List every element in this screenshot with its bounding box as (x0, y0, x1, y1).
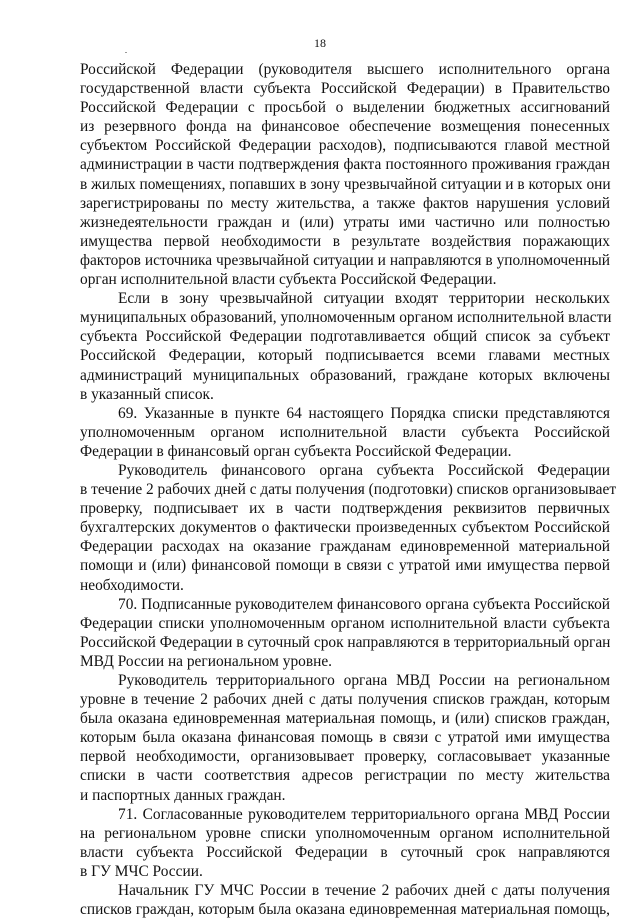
text-line: Федерации списки уполномоченным органом исполнительной власти субъекта (80, 614, 610, 632)
text-line: Если в зону чрезвычайной ситуации входят территории нескольких (118, 290, 610, 308)
text-line: муниципальных образований, уполномоченным органом исполнительной власти (80, 309, 612, 327)
text-line: администраций муниципальных образований, граждане которых включены (80, 366, 610, 384)
text-line: жизнедеятельности граждан и (или) утраты ими частично или полностью (80, 213, 610, 231)
scan-artifact (125, 52, 127, 53)
paragraph (80, 881, 610, 919)
text-line: в ГУ МЧС России. (80, 862, 203, 880)
text-line: в указанный список. (80, 385, 214, 403)
text-line: Российской Федерации (руководителя высшего исполнительного органа (80, 61, 610, 78)
text-line: Российской Федерации с просьбой о выделении бюджетных ассигнований (80, 99, 610, 117)
text-line: бухгалтерских документов о фактически произведенных субъектом Российской (80, 519, 610, 537)
page-number: 18 (314, 36, 326, 50)
text-line: была оказана единовременная материальная помощь, и (или) списков граждан, (80, 710, 610, 728)
text-line: уровне в течение 2 рабочих дней с даты получения списков граждан, которым (80, 691, 610, 709)
text-line: субъектом Российской Федерации расходов), подписываются главой местной (80, 137, 610, 155)
paragraph (80, 404, 610, 461)
document-body (80, 60, 617, 919)
paragraph (80, 671, 610, 805)
text-line: государственной власти субъекта Российской Федерации) в Правительство (80, 80, 610, 98)
text-line: которым была оказана финансовая помощь в связи с утратой ими имущества (80, 729, 610, 747)
text-line: зарегистрированы по месту жительства, а также фактов нарушения условий (80, 194, 610, 212)
text-line: власти субъекта Российской Федерации в суточный срок направляются (80, 843, 610, 861)
text-line: Федерации расходах на оказание гражданам единовременной материальной (80, 538, 610, 556)
text-line: необходимости. (80, 576, 184, 594)
text-line: 71. Согласованные руководителем территориального органа МВД России (118, 805, 610, 823)
text-line: Руководитель территориального органа МВД России на региональном (118, 672, 610, 689)
text-line: в течение 2 рабочих дней с даты получения (подготовки) списков организовывает (80, 481, 617, 499)
paragraph (80, 461, 617, 595)
text-line: Руководитель финансового органа субъекта Российской Федерации (118, 461, 610, 479)
text-line: проверку, подписывает их в части подтверждения реквизитов первичных (80, 500, 610, 518)
text-line: в жилых помещениях, попавших в зону чрезвычайной ситуации и в которых они (80, 175, 611, 193)
text-line: списки в части соответствия адресов регистрации по месту жительства (80, 767, 610, 785)
text-line: администрации в части подтверждения факта постоянного проживания граждан (80, 156, 610, 174)
text-line: уполномоченным органом исполнительной власти субъекта Российской (80, 423, 610, 441)
text-line: Российской Федерации, который подписывается всеми главами местных (80, 347, 610, 365)
text-line: Российской Федерации в суточный срок направляются в территориальный орган (80, 633, 611, 651)
text-line: первой необходимости, организовывает проверку, согласовывает указанные (80, 748, 610, 766)
text-line: на региональном уровне списки уполномоченным органом исполнительной (80, 824, 610, 842)
text-line: помощи и (или) финансовой помощи в связи с утратой ими имущества первой (80, 557, 610, 575)
text-line: имущества первой необходимости в результате воздействия поражающих (80, 232, 610, 250)
paragraph (80, 805, 610, 881)
text-line: орган исполнительной власти субъекта Российской Федерации. (80, 271, 497, 289)
text-line: субъекта Российской Федерации подготавливается общий список за субъект (80, 328, 610, 346)
paragraph (80, 60, 610, 289)
paragraph (80, 289, 610, 404)
text-line: и паспортных данных граждан. (80, 786, 286, 804)
text-line: 69. Указанные в пункте 64 настоящего Порядка списки представляются (118, 404, 610, 422)
paragraph (80, 595, 610, 671)
text-line: Начальник ГУ МЧС России в течение 2 рабочих дней с даты получения (118, 882, 610, 900)
text-line: Федерации в финансовый орган субъекта Российской Федерации. (80, 442, 512, 460)
text-line: факторов источника чрезвычайной ситуации и направляются в уполномоченный (80, 251, 610, 269)
text-line: 70. Подписанные руководителем финансового органа субъекта Российской (118, 595, 610, 613)
text-line: из резервного фонда на финансовое обеспечение возмещения понесенных (80, 118, 610, 136)
text-line: МВД России на региональном уровне. (80, 652, 333, 670)
text-line: списков граждан, которым была оказана единовременная материальная помощь, (80, 901, 610, 919)
